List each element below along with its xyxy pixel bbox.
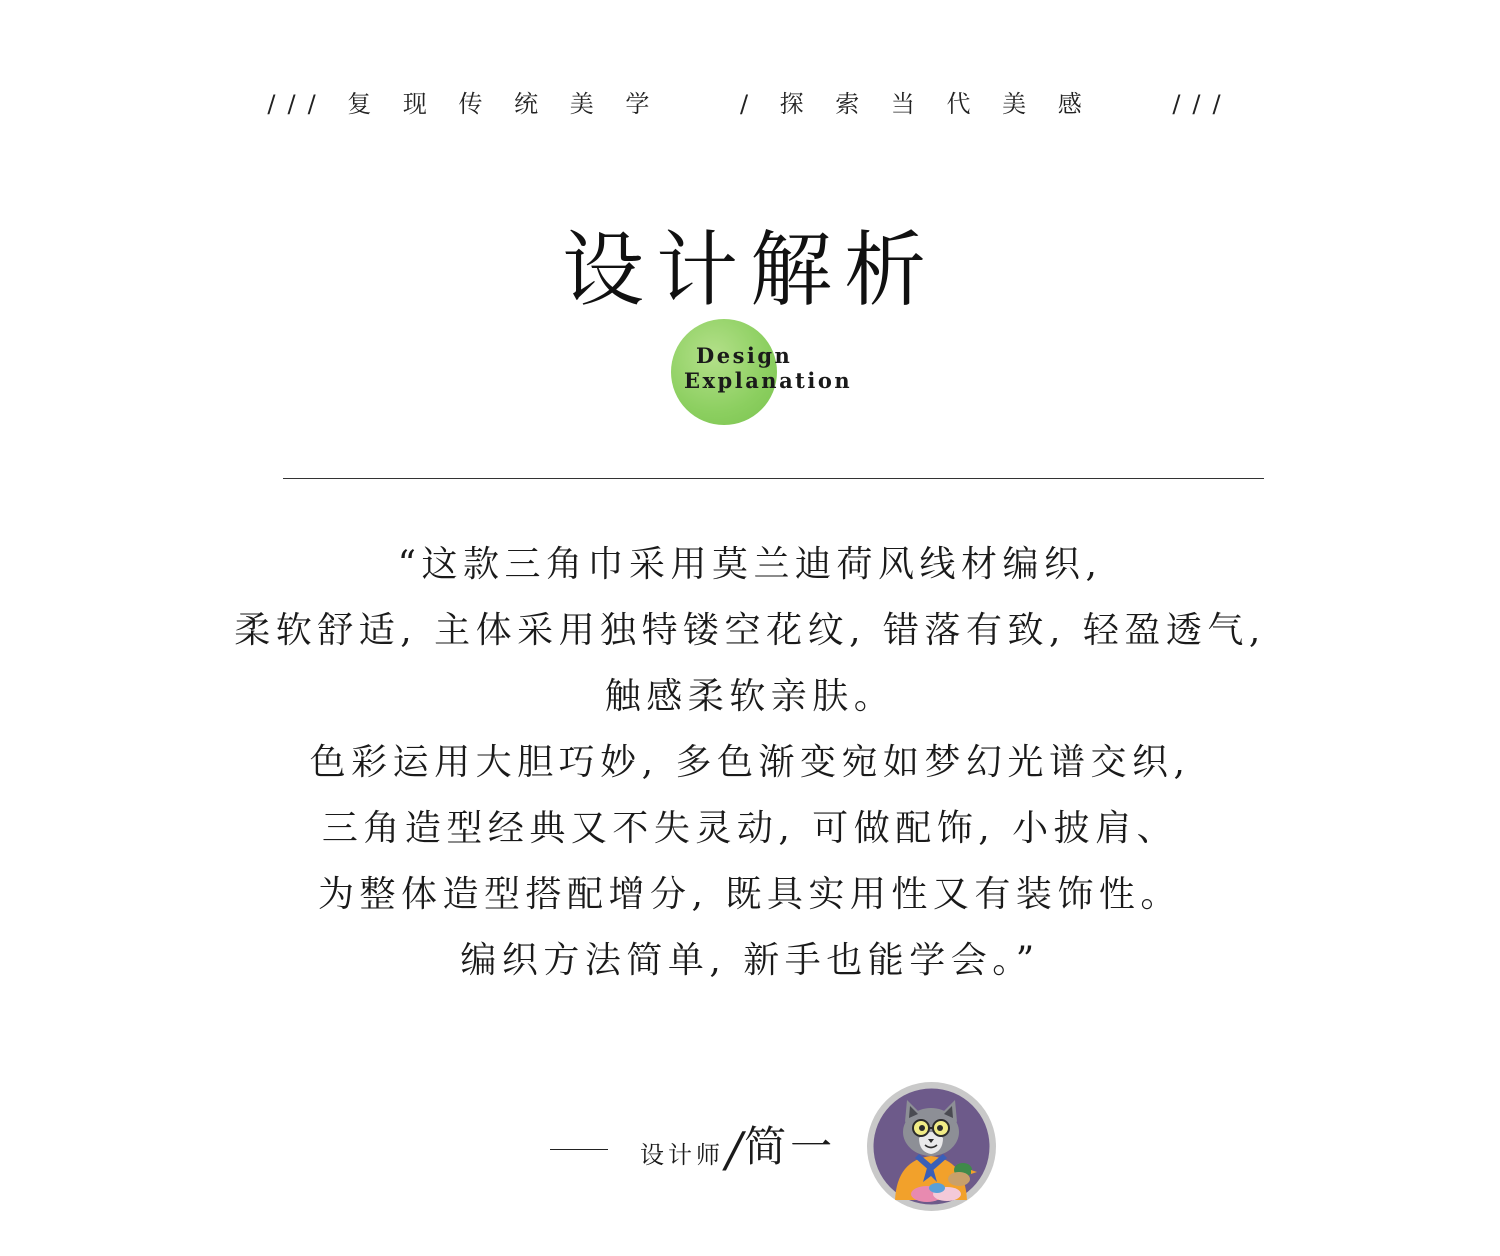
cat-designer-avatar-icon [867,1082,996,1211]
quote-line: 色彩运用大胆巧妙, 多色渐变宛如梦幻光谱交织, [309,742,1191,783]
divider [283,478,1264,479]
designer-role: 设计师 [640,1141,724,1169]
quote-line: “这款三角巾采用莫兰迪荷风线材编织, [397,544,1103,585]
quote-line: 三角造型经典又不失灵动, 可做配饰, 小披肩、 [321,808,1179,849]
page-title: 设计解析 [561,223,938,318]
tagline: /// 复 现 传 统 美 学 / 探 索 当 代 美 感 /// [267,90,1233,118]
quote-line: 触感柔软亲肤。 [604,676,896,717]
design-quote [0,532,1500,994]
quote-line: 为整体造型搭配增分, 既具实用性又有装饰性。 [318,874,1182,915]
quote-line: 编织方法简单, 新手也能学会。” [460,940,1040,981]
avatar-illustration [867,1082,996,1211]
quote-line: 柔软舒适, 主体采用独特镂空花纹, 错落有致, 轻盈透气, [234,610,1266,651]
badge-line-1: Design [696,343,793,368]
badge-line-2: Explanation [684,368,853,393]
designer-signature [550,1118,836,1178]
signature-dash [550,1149,608,1150]
signature-slash: / [726,1122,743,1178]
designer-name: 简一 [744,1122,837,1171]
badge-label [684,343,852,393]
